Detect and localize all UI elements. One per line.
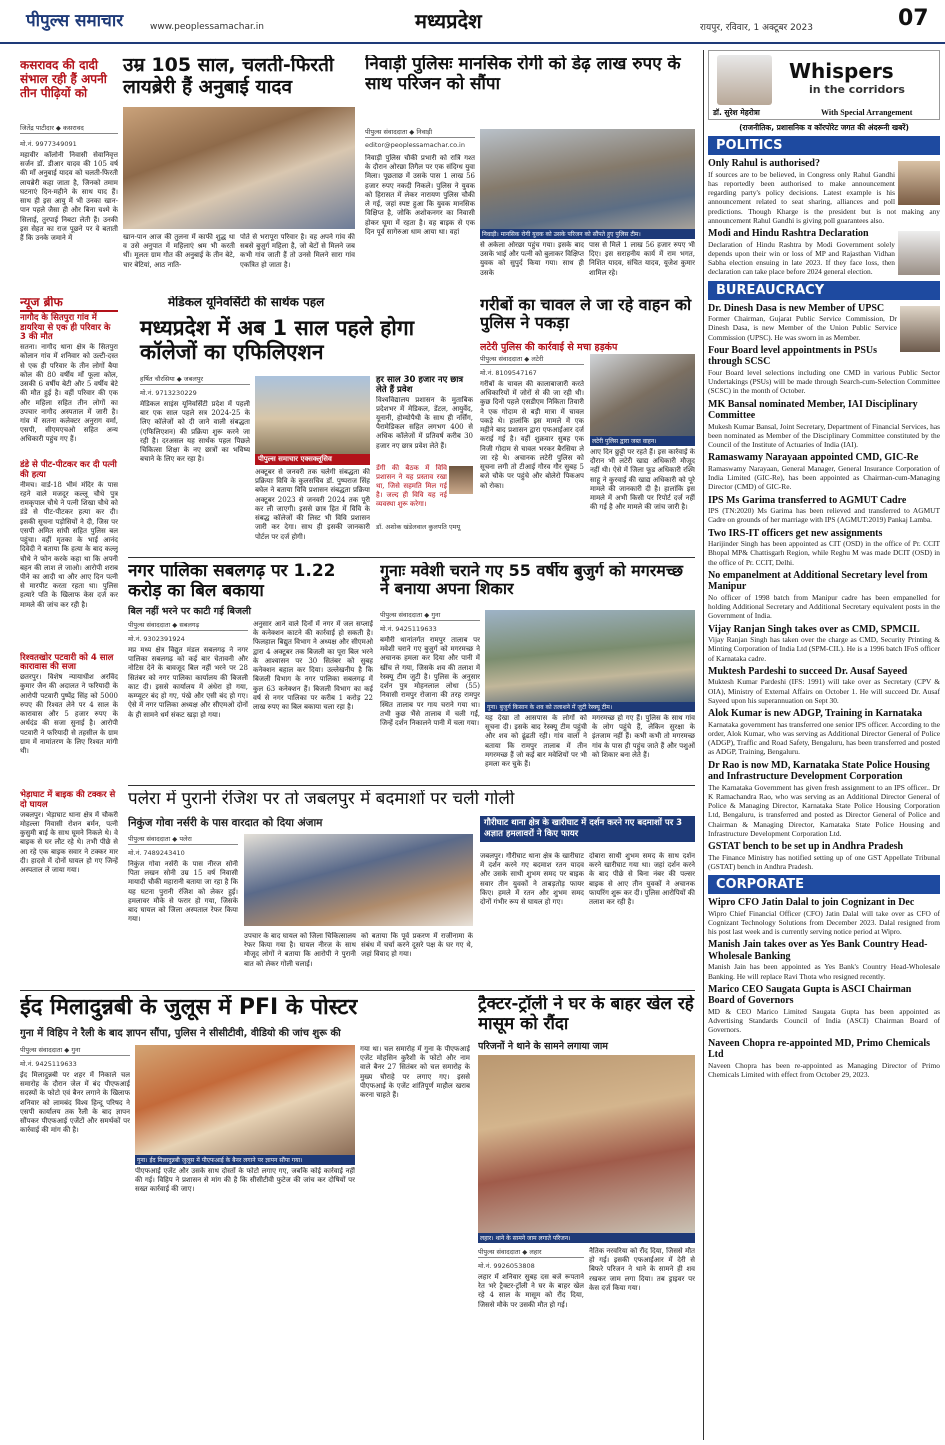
news-brief-label: न्यूज ब्रीफ: [20, 296, 118, 312]
item-title: Muktesh Pardeshi to succeed Dr. Ausaf Sayeed: [708, 665, 908, 677]
item-text: MD & CEO Marico Limited Saugata Gupta has been appointed as Advertising Standards Council of India (ASCI) Chairman Board of Governors.: [708, 1006, 940, 1035]
item-title: Alok Kumar is new ADGP, Training in Karnataka: [708, 708, 923, 719]
item-title: Only Rahul is authorised?: [708, 158, 820, 169]
author-name: डॉ. सुरेश मेहरोत्रा: [713, 108, 760, 117]
corporate-item: [708, 897, 940, 936]
story-rice: [480, 296, 695, 554]
item-text: The Finance Ministry has notified setting up of one GST Appellate Tribunal (GSTAT) bench in Andhra Pradesh.: [708, 852, 940, 871]
story-body: अक्टूबर से जनवरी तक चलेगी संबद्धता की प्रक्रियाः विवि के कुलसचिव डॉ. पुष्पराज सिंह बघेल ने बताया विवि प्रशासन संबद्धता प्रक्रिया अक्टूबर 2023 से जनवरी 2024 तक पूरी कर ली जाएगी। इससे छात्र हित में विवि के संबद्ध कॉलेजों की लिस्ट भी विवि प्रशासन जारी कर देगा। साथ ही इसकी जानकारी पोर्टल पर दर्ज होगी।: [255, 468, 370, 541]
photo-caption: गुना। बुजुर्ग किसान के शव को तलाशने में जुटी रेस्क्यू टीम।: [485, 702, 695, 712]
item-title: IPS Ms Garima transferred to AGMUT Cadre: [708, 494, 907, 506]
item-text: If sources are to be believed, in Congress only Rahul Gandhi has reportedly been authorised to make announcement regarding party's policy decisions. Latest example is his announcement related to seat sharing, alliances and poll predictions. Though Kharge is the president but is not making any announcement Rahul Gandhi is giving poll guarantees also.: [708, 169, 940, 225]
story-body: मप्र मध्य क्षेत्र विद्युत मंडल सबलगढ़ ने नगर पालिका सबलगढ़ को कई बार चेतावनी और नोटिस देने के बावजूद बिल नहीं भरने पर 28 सितंबर को नगर पालिका कार्यालय की बिजली काट दी। इससे कार्यालय में अंधेरा हो गया, कम्प्यूटर बंद हो गए, पंखे और एसी बंद हो गए। ऐसे में नगर पालिका अध्यक्ष और सीएमओ दोनों के ही सामने धर्म संकट खड़ा हो गया।: [128, 646, 248, 719]
photo-university: [255, 376, 370, 454]
quote-text: डेंगी की बैठक में विवि प्रशासन ने यह प्रस्ताव रखा था, जिसे सहमति मिल गई है। जल्द ही विवि यह नई व्यवस्था शुरू करेगा।: [376, 463, 447, 509]
item-text: Vijay Ranjan Singh has taken over the charge as CMD, Security Printing & Minting Corporation of India Ltd (SPM-CIL). He is a 1996 batch IFoS officer of Karnataka cadre.: [708, 635, 940, 663]
story-body: उपचार के बाद घायल को जिला चिकित्सालय रेफर किया गया है। घायल नीरज के साथ मौजूद लोगों ने बताया कि आरोपी ने पुरानी बात को लेकर गोली चलाई।: [244, 932, 356, 968]
brief-item: [20, 461, 118, 651]
story-subheadline: परिजनों ने थाने के सामने लगाया जाम: [478, 1041, 608, 1052]
quote-name: डॉ. अशोक खंडेलवाल कुलपति एमयू: [376, 522, 461, 531]
corporate-item: [708, 984, 940, 1035]
item-title: Dr. Dinesh Dasa is new Member of UPSC: [708, 302, 885, 314]
story-firing: [128, 790, 695, 988]
story-kicker: मेडिकल यूनिवर्सिटी की सार्थक पहल: [168, 296, 325, 309]
section-title: मध्यप्रदेश: [415, 9, 482, 33]
photo-hospital: [244, 834, 473, 926]
item-title: Two IRS-IT officers get new assignments: [708, 527, 883, 539]
story-body: पीएफआई एजेंट और उसके साथ दोस्तों के फोटो लगाए गए, जबकि कोई कार्रवाई नहीं की गई। विहिप ने प्रशासन से मांग की है कि सीसीटीवी फुटेज की जांच कर दोषियों पर सख्त कार्रवाई की जाए।: [135, 1167, 355, 1194]
whispers-subtitle: in the corridors: [809, 83, 905, 96]
bureaucracy-item: [708, 570, 940, 621]
masthead: [0, 0, 945, 44]
photo-caption: लटेरी पुलिस द्वारा जब्त वाहन।: [590, 436, 695, 446]
photo-police: [480, 129, 695, 229]
story-body: बमौरी थानांतर्गत रामपुर तालाब पर मवेशी चराने गए बुजुर्ग को मगरमच्छ ने अचानक हमला कर दिया और पानी में खींच ले गया, जिसके शव की तलाश में रेस्क्यू टीम जुटी है। पुलिस के अनुसार दर्शन पुत्र मोहनलाल लोधा (55) निवासी रामपुर रोजाना की तरह रामपुर स्थित तालाब पर गाय चराने गया था। तभी कुछ भैंसे तालाब में चली गईं, जिन्हें दर्शन निकालने पानी में चला गया।: [380, 636, 480, 728]
brief-title: रिश्वतखोर पटवारी को 4 साल कारावास की सजा: [20, 652, 114, 673]
item-text: Mukesh Kumar Bansal, Joint Secretary, Department of Financial Services, has been nominated as Member of the Disciplinary Committee constituted by the Council of the Institute of Actuaries of India (IAI).: [708, 421, 940, 449]
byline: पीपुल्स संवाददाता ◆ निवाड़ी: [365, 127, 475, 138]
section-politics: POLITICS: [708, 136, 940, 155]
item-text: The Karnataka Government has given fresh assignment to an IPS officer.. Dr K Ramachandra Rao, who was serving as an Additional Director General of Police & Managing Director, Karnataka State Police Housing Corporation Ltd, Bengaluru, is transferred and posted as Director General of Police and Chairman & Managing Director, Karnataka State Police Housing and Infrastructure Development Corporation Ltd.: [708, 782, 940, 838]
arrangement-note: With Special Arrangement: [821, 108, 913, 117]
story-headline: गुनाः मवेशी चराने गए 55 वर्षीय बुजुर्ग को मगरमच्छ ने बनाया अपना शिकार: [380, 562, 683, 599]
photo-protest: [478, 1055, 695, 1233]
exclusive-badge: पीपुल्स समाचार एक्सक्लूसिव: [255, 454, 370, 465]
item-title: MK Bansal nominated Member, IAI Disciplinary Committee: [708, 398, 918, 421]
photo-caption: लहार। थाने के सामने जाम लगाते परिजन।: [478, 1233, 695, 1243]
item-title: Naveen Chopra re-appointed MD, Primo Chemicals Ltd: [708, 1037, 931, 1060]
divider: [20, 990, 695, 991]
politics-item: [708, 158, 940, 225]
byline: हर्षित चौरसिया ◆ जबलपुर: [140, 374, 250, 385]
story-body: महावीर कॉलोनी निवासी सेवानिवृत्त सर्जन डॉ. डीआर यादव की 105 वर्ष की माँ अनुबाई यादव को चलती-फिरती लायब्रेरी कहा जाता है, जिनको तमाम घटनाएं दिन-महीने के साथ याद हैं। साथ ही इस आयु में भी उनका खान-पान पहले जैसा ही और बिना चश्मे के सिलाई, तुरपाई निबटा लेती हैं। उनकी इस सेहत का राज पूछने पर वे बताती हैं कि उनके जमाने में: [20, 151, 118, 243]
item-text: Former Chairman, Gujarat Public Service Commission, Dr Dinesh Dasa, is new Member of the Union Public Service Commission (UPSC). He was sworn in as Member.: [708, 314, 897, 342]
item-title: No empanelment at Additional Secretary level from Manipur: [708, 569, 928, 593]
portrait-modi: [898, 231, 940, 275]
mobile-number: मो.नं. 9425119633: [20, 1060, 77, 1068]
story-body: मगरमच्छ हो गए हैं। पुलिस के साथ गांव के लोग पहुंचे हैं, लेकिन सुरक्षा के इंतजाम नहीं हैं। कभी कभी तो मगरमच्छ गांव के पास ही पहुंच जाते हैं और पशुओं को शिकार बना लेते हैं।: [592, 714, 695, 759]
news-brief: [20, 296, 118, 930]
brief-item: [20, 791, 118, 901]
bureaucracy-item: [708, 528, 940, 567]
story-body: गरीबों के चावल की कालाबाजारी करते अधिकारियों में जोरों से की जा रही थी। कुछ दिनों पहले एसडीएम निकिता तिवारी ने एक गोदाम से बड़ी मात्रा में चावल पकड़े थे। हालांकि इस मामले में एक महीने बाद प्रशासन द्वारा एफआईआर दर्ज कराई गई है। वहीं शुक्रवार सुबह एक निजी गोदाम से चावल भरकर बैरसिया ले जा रहे थे। अचानक लटेरी पुलिस को सूचना लगी तो टीआई गौरव गौर सुबह 5 बजे चौके पर पहुंचे और बोलेरो पिकअप को रोका।: [480, 380, 584, 490]
item-text: Harijinder Singh has been appointed as CIT (OSD) in the office of Pr. CCIT Bhopal MP& Chattisgarh Region, while Reghu M was made DCIT (OSD) in the office of Pr. CCIT, Delhi.: [708, 539, 940, 567]
bureaucracy-item: [708, 841, 940, 871]
story-subheadline: निकुंज गोवा नर्सरी के पास वारदात को दिया अंजाम: [128, 817, 323, 829]
bureaucracy-item: [708, 666, 940, 705]
item-text: Muktesh Kumar Pardeshi (IFS: 1991) will take over as Secretary (CPV & OIA), Ministry of External Affairs on October 1. He will succeed Dr. Ausaf Sayeed upon his superannuation on Sept 30.: [708, 677, 940, 705]
info-box: [376, 376, 473, 554]
brief-text: छतरपुर। विशेष न्यायाधीश अरविंद कुमार जैन की अदालत ने फरियादी के आरोपी पटवारी पुष्पेंद्र सिंह को 5000 रुपए की रिश्वत लेने पर 4 साल के कारावास और 5 हजार रुपए के अर्थदंड की सजा सुनाई है। आरोपी पटवारी ने फरियादी से तहसील के ग्राम ग्राम में नामांतरण के लिए रिश्वत मांगी थी।: [20, 673, 118, 756]
byline: पीपुल्स संवाददाता ◆ गुना: [380, 610, 480, 621]
story-headline: नगर पालिका सबलगढ़ पर 1.22 करोड़ का बिल बकाया: [128, 562, 336, 601]
item-title: GSTAT bench to be set up in Andhra Pradesh: [708, 841, 904, 852]
story-body: गया था। चल समारोह में गुना के पीएफआई एजेंट मोहसिन कुरैशी के फोटो और नाम वाले बैनर 27 सितंबर को चल समारोह के मुख्य चौराहे पर लगाए गए। इससे पीएफआई के एजेंट शांतिपूर्ण माहौल खराब करना चाहते हैं।: [360, 1045, 470, 1100]
portrait-dasa: [900, 306, 940, 352]
brief-item: [20, 314, 118, 458]
photo-caption: निवाड़ी। मानसिक रोगी युवक को उसके परिजन को सौंपते हुए पुलिस टीम।: [480, 229, 695, 239]
mobile-number: मो.नं. 8109547167: [480, 369, 537, 377]
whispers-tagline: (राजनीतिक, प्रशासनिक व कॉरपोरेट जगत की अंदरूनी खबरें): [739, 123, 909, 132]
whispers-header: [708, 50, 940, 120]
story-body: दोबारा साथी शुभम समद के साथ दर्शन करने खारीघाट गया था। जहां दर्शन करने के बाद पीछे से बिना नंबर की पल्सर बाइक से आए तीन युवकों ने अचानक फायरिंग शुरू कर दी। पुलिस आरोपियों की तलाश कर रही है।: [589, 852, 695, 907]
story-kicker: कसरावद की दादी संभाल रही हैं अपनी तीन पीढ़ियों को: [20, 58, 107, 100]
story-body: यह देखा तो आसपास के लोगों को सूचना दी। इसके बाद रेस्क्यू टीम पहुंची और शव को ढूंढती रही। गांव वालों ने बताया कि रामपुर तालाब में तीन मगरमच्छ हैं जो कई बार मवेशियों पर भी हमला कर चुके हैं।: [485, 714, 587, 769]
mobile-number: मो.नं. 9302391924: [128, 635, 185, 643]
story-headline: ईद मिलादुन्नबी के जुलूस में PFI के पोस्टर: [20, 995, 358, 1020]
story-headline: निवाड़ी पुलिसः मानसिक रोगी को डेढ़ लाख रुपए के साथ परिजन को सौंपा: [365, 55, 681, 94]
story-headline: गरीबों का चावल ले जा रहे वाहन को पुलिस ने पकड़ा: [480, 296, 692, 333]
byline: पीपुल्स संवाददाता ◆ लटेरी: [480, 354, 584, 365]
mobile-number: मो.नं. 7489243410: [128, 849, 185, 857]
item-title: Four Board level appointments in PSUs through SCSC: [708, 344, 877, 368]
item-title: Wipro CFO Jatin Dalal to join Cognizant in Dec: [708, 897, 915, 908]
story-headline: पलेरा में पुरानी रंजिश पर तो जबलपुर में बदमाशों पर चली गोली: [128, 790, 515, 809]
subhead-box: गौरीघाट थाना क्षेत्र के खारीघाट में दर्शन करने गए बदमाशों पर 3 अज्ञात हमलावरों ने किए फायर: [480, 816, 695, 842]
story-body: निवाड़ी पुलिस चौकी प्रभारी को रात्रि गश्त के दौरान ओरछा तिगैल पर एक संदिग्ध युवा मिला। पूछताछ में उसके पास 1 लाख 56 हजार रुपए नकदी निकले। पुलिस ने युवक को हिरासत में लेकर नारायण पुलिस चौकी ले गई, जहां स्पष्ट हुआ कि युवक मानसिक विक्षिप्त है, जोकि अशोकनगर का निवासी होकर घूमा में रहता है। वह बाइक से एक दिन पूर्व सागेरुआ धाम आया था। वहां: [365, 154, 475, 236]
story-body: पोते से भरापूरा परिवार है। वह अपने गांव की सबसे बुजुर्ग महिला है, जो बेटों से मिलने जब कभी गांव जाती हैं तो उनसे मिलने सारा गांव एकत्रित हो जाता है।: [240, 233, 355, 269]
bureaucracy-item: [708, 624, 940, 663]
story-subheadline: लटेरी पुलिस की कार्रवाई से मचा हड़कंप: [480, 342, 618, 353]
masthead-logo: पीपुल्स समाचार: [26, 11, 124, 31]
portrait-rahul: [898, 161, 940, 205]
bureaucracy-item: [708, 760, 940, 839]
story-body: जबलपुर। गौरीघाट थाना क्षेत्र के खारीघाट में दर्शन करने गए बदमाश रतन यादव और उसके साथी शुभम समद पर बाइक सवार तीन युवकों ने ताबड़तोड़ फायर किए। हमले में रतन और शुभम समद दोनों गंभीर रूप से घायल हो गए।: [480, 852, 584, 907]
corporate-item: [708, 939, 940, 981]
story-sabalgarh: [128, 562, 373, 782]
divider: [128, 785, 695, 786]
section-bureaucracy: BUREAUCRACY: [708, 281, 940, 300]
bureaucracy-item: [708, 303, 940, 342]
item-title: Ramaswamy Narayaan appointed CMD, GIC-Re: [708, 452, 919, 464]
story-body: आए दिन छुट्टी पर रहते हैं। इस कार्रवाई के दौरान भी लटेरी खाद्य अधिकारी मौजूद नहीं थी। ऐसे में जिला फूड अधिकारी रश्मि साहू ने कुरवाई की खाद्य अधिकारी को पूरे मामले की जानकारी दी है। हालांकि इस मामले में अभी किसी पर रिपोर्ट दर्ज नहीं की गई है और मामले की जांच जारी है।: [590, 448, 695, 512]
box-text: विश्वविद्यालय प्रशासन के मुताबिक प्रदेशभर में मेडिकल, डेंटल, आयुर्वेद, यूनानी, होम्योपैथी के साथ ही नर्सिंग, पैरामेडिकल सहित लगभग 400 से अधिक कॉलेजों में प्रतिवर्ष करीब 30 हजार नए छात्र प्रवेश लेते हैं।: [376, 395, 473, 450]
brief-title: डंडे से पीट-पीटकर कर दी पत्नी की हत्या: [20, 460, 117, 480]
story-body: मेडिकल साइंस यूनिवर्सिटी प्रदेश में पहली बार एक साल पहले सत्र 2024-25 के लिए कॉलेजों को दी जाने वाली संबद्धता (एफिलिएशन) की प्रक्रिया शुरू करने जा रही है। दरअसल यह सार्थक पहल पिछले चिकित्सा शिक्षा के नए छात्रों का भविष्य बचाने के लिए कर रहा है।: [140, 400, 250, 464]
brief-title: भेड़ाघाट में बाइक की टक्कर से दो घायल: [20, 790, 116, 810]
mobile-number: मो.नं. 9977349091: [20, 140, 77, 148]
story-subheadline: बिल नहीं भरने पर काटी गई बिजली: [128, 606, 251, 617]
story-body: लहार में शनिवार सुबह दस बजे रूपताने रेत भरे ट्रैक्टर-ट्रॉली ने घर के बाहर खेल रहे 4 साल के मासूम को रौंद दिया, जिससे मौके पर उसकी मौत हो गई।: [478, 1273, 584, 1309]
box-title: हर साल 30 हजार नए छात्र लेते हैं प्रवेश: [376, 375, 464, 395]
page-number: 07: [898, 6, 929, 31]
whispers-column: [708, 50, 940, 1442]
photo-rally: [135, 1045, 355, 1155]
item-text: Wipro Chief Financial Officer (CFO) Jatin Dalal will take over as CFO of Cognizant Technology Solutions from December 2023. Dalal resigned from his post last week and is currently serving notice period at Wipro.: [708, 908, 940, 936]
bureaucracy-item: [708, 495, 940, 525]
story-headline: ट्रैक्टर-ट्रॉली ने घर के बाहर खेल रहे मासूम को रौंदा: [478, 995, 694, 1034]
column-divider: [703, 50, 704, 1440]
story-body: ईद मिलादुन्नबी पर शहर में निकाले चल समारोह के दौरान जेल में बंद पीएफआई सदस्यों के फोटो एवं बैनर लगाने के खिलाफ शनिवार को लामबंद विश्व हिन्दू परिषद ने एसपी कार्यालय तक रैली के बाद ज्ञापन सौंपकर पीएफआई एजेंटों और समर्थकों पर कार्रवाई की मांग की है।: [20, 1071, 130, 1135]
politics-item: [708, 228, 940, 277]
story-body: को बताया कि पूर्व प्रकरण में राजीनामा के संबंध में चर्चा करने दूसरे पक्ष के घर गए थे, जहां विवाद हो गया।: [361, 932, 473, 959]
item-title: Marico CEO Saugata Gupta is ASCI Chairman Board of Governors: [708, 983, 912, 1007]
masthead-url: www.peoplessamachar.in: [150, 22, 264, 32]
item-title: Vijay Ranjan Singh takes over as CMD, SPMCIL: [708, 623, 920, 635]
portrait-vc: [449, 466, 473, 494]
item-title: Dr Rao is now MD, Karnataka State Police Housing and Infrastructure Development Corporation: [708, 759, 930, 782]
item-title: Manish Jain takes over as Yes Bank Country Head-Wholesale Banking: [708, 939, 928, 962]
bureaucracy-item: [708, 399, 940, 450]
story-subheadline: गुना में विहिप ने रैली के बाद ज्ञापन सौंपा, पुलिस ने सीसीटीवी, वीडियो की जांच शुरू की: [20, 1028, 341, 1039]
divider: [128, 557, 695, 558]
brief-text: सतना। नागौद थाना क्षेत्र के सितपुरा कोलान गांव में शनिवार को उल्टी-दस्त से एक ही परिवार के तीन लोगों बैया कोल की 80 वर्षीय माँ फूला कोल, उसकी 6 वर्षीय बेटी और 5 वर्षीय बेटे की मौत हुई है। वहीं परिवार की एक और महिला सहित तीन लोगों का उपचार नागौद अस्पताल में जारी है। गांव में सतना कलेक्टर अनुराग वर्मा, एसपी, सीएमएचओ सहित अन्य अधिकारी पहुंच गए हैं।: [20, 343, 118, 444]
byline: पीपुल्स संवाददाता ◆ लहार: [478, 1247, 584, 1258]
story-tractor: [478, 995, 695, 1435]
section-corporate: CORPORATE: [708, 875, 940, 894]
mobile-number: मो.नं. 9425119633: [380, 625, 437, 633]
story-body: निकुंज गोवा नर्सरी के पास नीरज सोनी पिता लखन सोनी उम्र 15 वर्ष निवासी मायादी चौकी महारानी बताया जा रहा है कि यह घटना पुरानी रंजिश को लेकर हुई। हमलावर मौके से फरार हो गया, जिसके बाद घायल को जिला अस्पताल रेफर किया गया।: [128, 860, 238, 924]
brief-item: [20, 654, 118, 789]
bureaucracy-item: [708, 708, 940, 757]
whispers-title: Whispers: [789, 59, 894, 83]
author-portrait: [717, 55, 772, 105]
item-text: Ramaswamy Narayaan, General Manager, General Insurance Corporation of India Limited (GIC-Re), has been appointed as Chairman-cum-Managing Director (CMD) of GIC-Re.: [708, 463, 940, 492]
brief-text: नीमच। वार्ड-18 भीमं मंदिर के पास रहने वाले मजदूर कल्लू चौथे पुत्र रामकृपाल चौथे ने पत्नी शिखा चौथे को डंडे से पीट-पीटकर हत्या कर दी। इसकी सूचना पड़ोसियों ने दी, जिस पर एसपी अमित सांघी सहित पुलिस बल पहुंचा। वहीं मृतका के भाई आनंद दिवेदी ने बताया कि हत्या के बाद कल्लू चौथे ने फोन करके कहा था कि अपनी बहन की लाश ले जाओ। आरोपी शराब पीने का आदी था और आए दिन पत्नी से मारपीट करता रहता था। पुलिस हत्यारे पति के खिलाफ केस दर्ज कर मामले की जांच कर रही है।: [20, 480, 118, 609]
item-text: No officer of 1998 batch from Manipur cadre has been empanelled for holding Additional Secretary and Additional Secretary equivalent posts in the Government of India.: [708, 592, 940, 621]
item-text: Four Board level selections including one CMD in various Public Sector Undertakings (PSUs) will be made through Search-cum-Selection Committee (SCSC) in the month of October.: [708, 367, 940, 396]
story-body: नैतिक नरवरिया को रौंद दिया, जिससे मौत हो गई। इसकी एफआईआर में देरी से बिफरे परिजन ने थाने के सामने ही शव रखकर जाम लगा दिया। तब ड्राइवर पर केस दर्ज किया गया।: [589, 1247, 695, 1292]
item-text: Declaration of Hindu Rashtra by Modi Government solely depends upon their win or loss of MP and Rajasthan Vidhan Sabha election ensuing in late 2023. If they face loss, then declaration can take place before 2024 general election.: [708, 239, 895, 277]
item-text: Manish Jain has been appointed as Yes Bank's Country Head-Wholesale Banking. He will replace Ravi Thota who resigned recently.: [708, 962, 940, 981]
mobile-number: मो.नं. 9713230229: [140, 389, 197, 397]
story-headline: मध्यप्रदेश में अब 1 साल पहले होगा कॉलेजों का एफिलिएशन: [140, 316, 415, 365]
photo-vehicle: [590, 354, 695, 436]
byline: पीपुल्स संवाददाता ◆ गुना: [20, 1045, 130, 1056]
item-text: Karnataka government has transferred one senior IPS officer. According to the order, Alok Kumar, who was serving as Additional Director General of Police (ADGP), Traffic and Road Safety, Bengaluru, has been transferred and posted as ADGP, Training, Bengaluru.: [708, 719, 940, 757]
story-headline: उम्र 105 साल, चलती-फिरती लायब्रेरी हैं अनुबाई यादव: [123, 55, 334, 98]
story-body: अनुसार आने वाले दिनों में नगर में जल सप्लाई के कनेक्शन काटने की कार्रवाई हो सकती है। फिलहाल बिद्युत विभाग ने अध्यक्ष और सीएमओ द्वारा 4 अक्टूबर तक बिजली का पूरा बिल भरने के आश्वासन पर 30 सितंबर को सुबह कनेक्शन बहाल कर दिया। उल्लेखनीय है कि बिजली विभाग के नगर पालिका सबलगढ़ में कुल 63 कनेक्शन हैं। बिजली विभाग का कई वर्ष से नगर पालिका पर करीब 1 करोड़ 22 लाख रुपए का बिल बकाया चला रहा है।: [253, 620, 373, 712]
byline: पीपुल्स संवाददाता ◆ पलेरा: [128, 834, 238, 845]
dateline: रायपुर, रविवार, 1 अक्टूबर 2023: [700, 23, 813, 33]
story-body: पास से मिले 1 लाख 56 हजार रुपए भी दिए। इस सराहनीय कार्य में राम भगत, निशित यादव, संचित यादव, यूजेश कुमार शामिल रहे।: [589, 241, 695, 277]
item-text: IPS (TN:2020) Ms Garima has been relieved and transferred to AGMUT Cadre on grounds of her marriage with IPS (AGMUT:2019) Pankaj Lamba.: [708, 506, 940, 525]
brief-text: जबलपुर। भेड़ाघाट थाना क्षेत्र में चौकरी मोहल्ला निवासी रोशन बर्मन, पत्नी कुसुमी बाई के साथ घूमने निकले थे। वे बाइक से घर लौट रहे थे। तभी पीछे से आ रहे एक बाइक सवार ने टक्कर मार दी। हादसे में दोनों घायल हो गए जिन्हें अस्पताल ले जाया गया।: [20, 810, 118, 875]
item-text: Naveen Chopra has been re-appointed as Managing Director of Primo Chemicals Limited with effect from October 29, 2023.: [708, 1060, 940, 1079]
story-pfi: [20, 995, 470, 1435]
item-title: Modi and Hindu Rashtra Declaration: [708, 228, 869, 239]
bureaucracy-item: [708, 345, 940, 396]
photo-family: [123, 107, 355, 229]
story-niwari: [365, 55, 695, 290]
story-body: से अकेला ओरछा पहुंच गया। इसके बाद उसके भाई और पत्नी को बुलाकर विक्षिप्त युवक को सुपुर्द किया गया। साथ ही उसके: [480, 241, 584, 277]
photo-caption: गुना। ईद मिलादुन्नबी जुलूस में पीएफआई के बैनर लगाने पर ज्ञापन सौंपा गया।: [135, 1155, 355, 1165]
story-medical: [128, 296, 473, 554]
story-body: खान-पान आज की तुलना में काफी शुद्ध था व उसे अनुपात में महिलाएं श्रम भी करती थीं। मूलतः ग्राम गौत की अनुबाई के तीन बेटे, चार बेटियां, आठ नाति-: [123, 233, 235, 269]
bureaucracy-item: [708, 452, 940, 491]
byline: पीपुल्स संवाददाता ◆ सबलगढ़: [128, 620, 248, 631]
mobile-number: मो.नं. 9926053808: [478, 1262, 535, 1270]
brief-title: नागौद के सितपुरा गांव में डायरिया से एक ही परिवार के 3 की मौत: [20, 312, 111, 343]
email: editor@peoplessamachar.co.in: [365, 141, 465, 149]
story-crocodile: [380, 562, 695, 782]
story-anubai: [20, 55, 355, 290]
photo-rescue: [485, 610, 695, 702]
byline: जितेंद्र पाटीदार ◆ कसरावद: [20, 123, 118, 134]
corporate-item: [708, 1038, 940, 1080]
